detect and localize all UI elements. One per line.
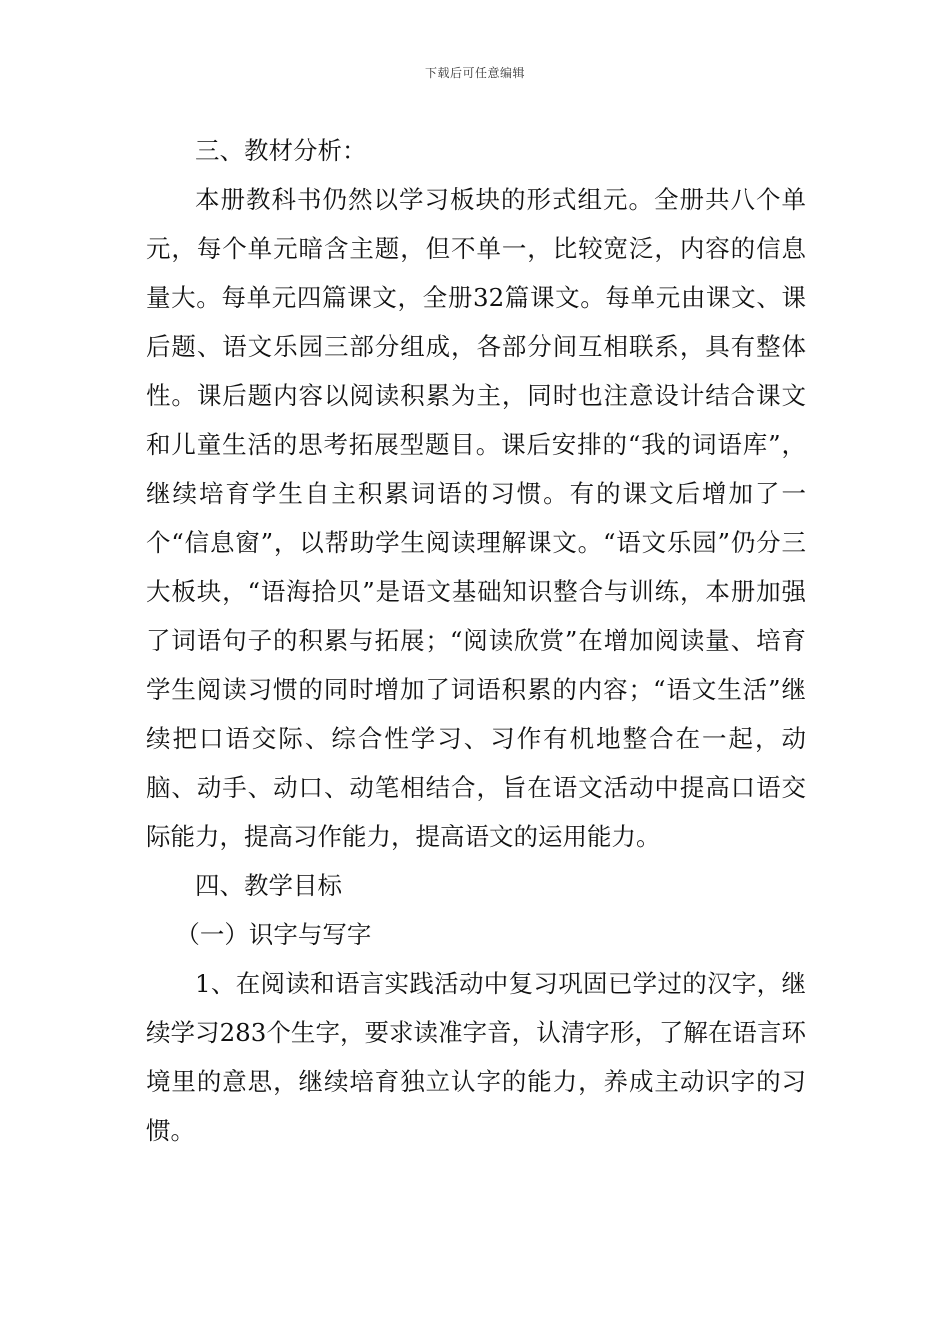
literacy-item-1: 1、在阅读和语言实践活动中复习巩固已学过的汉字，继续学习283个生字，要求读准字音，认清字形，了解在语言环境里的意思，继续培育独立认字的能力，养成主动识字的习惯。: [146, 969, 806, 1145]
materials-paragraph: 本册教科书仍然以学习板块的形式组元。全册共八个单元，每个单元暗含主题，但不单一，比较宽泛，内容的信息量大。每单元四篇课文，全册32篇课文。每单元由课文、课后题、语文乐园三部分组成，各部分间互相联系，具有整体性。课后题内容以阅读积累为主，同时也注意设计结合课文和儿童生活的思考拓展型题目。课后安排的“我的词语库”，继续培育学生自主积累词语的习惯。有的课文后增加了一个“信息窗”，以帮助学生阅读理解课文。“语文乐园”仍分三大板块，“语海拾贝”是语文基础知识整合与训练，本册加强了词语句子的积累与拓展；“阅读欣赏”在增加阅读量、培育学生阅读习惯的同时增加了词语积累的内容；“语文生活”继续把口语交际、综合性学习、习作有机地整合在一起，动脑、动手、动口、动笔相结合，旨在语文活动中提高口语交际能力，提高习作能力，提高语文的运用能力。: [146, 185, 806, 851]
page-header: 下载后可任意编辑: [424, 66, 525, 80]
document-body: [146, 126, 806, 1155]
subsection-heading-literacy: （一）识字与写字: [175, 920, 372, 949]
section-heading-materials: 三、教材分析：: [195, 136, 367, 165]
section-heading-goals: 四、教学目标: [195, 871, 342, 900]
